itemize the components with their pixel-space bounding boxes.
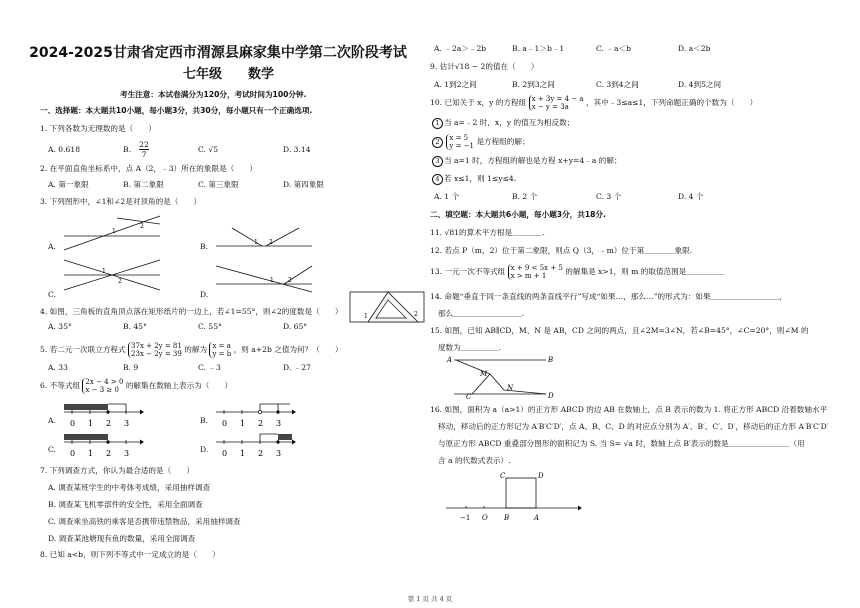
- tick-label-0: 0: [222, 449, 228, 458]
- angle-2-label: 2: [414, 311, 418, 318]
- q7-option-b: B. 调查某飞机零部件的安全性，采用全面调查: [48, 500, 203, 509]
- q10-eq1: x + 3y = 4 − a: [531, 95, 584, 103]
- q5-stem-post: ，则 a+2b 之值为何？（ ）: [233, 345, 343, 354]
- q4-option-d: D. 65°: [283, 322, 308, 331]
- label-C: C: [466, 393, 472, 400]
- q14-line2: 那么＿＿＿＿＿＿＿＿＿.: [438, 309, 524, 318]
- q8-option-d: D. a＜2b: [678, 44, 711, 53]
- q10-option-b: B. 2 个: [512, 192, 538, 201]
- q5-eq1: 37x + 2y = 81: [131, 342, 182, 350]
- tick-label-2: 2: [106, 419, 112, 428]
- q7-stem: 7. 下列调查方式，你认为最合适的是（ ）: [40, 466, 194, 475]
- tick-label-0: 0: [70, 419, 76, 428]
- label-C: C: [500, 472, 506, 480]
- tick-label-1: 1: [240, 449, 246, 458]
- q4-option-b: B. 45°: [123, 322, 147, 331]
- angle-2-label: 2: [118, 278, 122, 285]
- q5-stem-pre: 5. 若二元一次联立方程式: [40, 345, 126, 354]
- q13-system: [508, 264, 563, 280]
- tick-label-2: 2: [258, 449, 264, 458]
- q1-option-b: B.: [123, 145, 131, 154]
- angle-1-label: 1: [364, 313, 368, 320]
- q10-option-d: D. 4 个: [678, 192, 704, 201]
- q5-sol1: x = a: [212, 342, 231, 350]
- q10-eq2: x − y = 3a: [531, 103, 569, 111]
- q3-option-b: B.: [200, 242, 208, 251]
- tick-label-1: 1: [88, 419, 94, 428]
- q13-text: [430, 264, 724, 280]
- q2-option-b: B. 第二象限: [123, 180, 164, 189]
- q10-stem: [430, 95, 757, 111]
- q1-option-a: A. 0.618: [48, 145, 81, 154]
- q5-option-a: A. 33: [48, 363, 68, 372]
- q10-s4-text: 若 x≤1，则 1≤y≤4.: [444, 174, 517, 183]
- q1-fraction: [139, 140, 149, 159]
- q8-option-b: B. a﹣1＞b﹣1: [512, 44, 565, 53]
- q5-eq2: 23x − 2y = 39: [131, 350, 182, 358]
- tick-label-1: 1: [88, 449, 94, 458]
- q10-s2-solution: [446, 134, 474, 150]
- q2-stem: 2. 在平面直角坐标系中，点 A（2，﹣3）所在的象限是（ ）: [40, 164, 258, 173]
- q6-numberline-d: [214, 430, 296, 462]
- exam-title: 2024-2025甘肃省定西市渭源县麻家集中学第二次阶段考试: [29, 45, 407, 61]
- grade-label: 七年级: [183, 67, 223, 82]
- tick-label-1: 1: [240, 419, 246, 428]
- q6-option-a: A.: [48, 416, 56, 425]
- label-A: A: [534, 514, 540, 522]
- label-O: O: [482, 514, 488, 522]
- label-B: B: [548, 356, 554, 364]
- q1-option-d: D. 3.14: [283, 145, 311, 154]
- tick-label-2: 2: [258, 419, 264, 428]
- q10-statement-1: [432, 118, 574, 129]
- q13-stem-post: 的解集是 x>1，则 m 的取值范围是＿＿＿＿＿: [565, 267, 725, 276]
- q10-s1-text: 当 a=﹣2 时，x，y 的值互为相反数；: [444, 118, 575, 127]
- q3-figure-d: [214, 262, 314, 296]
- q6-eq1: 2x − 4 > 0: [85, 378, 124, 386]
- q8-stem: 8. 已知 a<b，则下列不等式中一定成立的是（ ）: [40, 550, 220, 559]
- angle-1-label: 1: [102, 268, 106, 275]
- q3-figure-b: [214, 224, 314, 256]
- q5-option-c: C. ﹣3: [198, 363, 221, 372]
- q9-option-b: B. 2到3之间: [512, 80, 555, 89]
- q4-figure: [348, 286, 428, 330]
- q5-stem-mid: 的解为: [184, 345, 208, 354]
- q10-s3-text: 当 a=1 时，方程组的解也是方程 x+y=4﹣a 的解；: [444, 156, 622, 165]
- q10-s2-text: 是方程组的解；: [476, 137, 530, 146]
- q10-stem-post: ，其中﹣3≤a≤1，下列命题正确的个数为（ ）: [586, 98, 758, 107]
- q13-eq2: x > m + 1: [510, 272, 547, 280]
- q1-option-c: C. √5: [198, 145, 219, 154]
- label-N: N: [507, 384, 514, 392]
- q5-system: [128, 342, 182, 358]
- q6-option-b: B.: [200, 416, 208, 425]
- q9-option-c: C. 3到4之间: [596, 80, 639, 89]
- q10-system: [529, 95, 584, 111]
- section2-heading: 二、填空题：本大题共6小题，每小题3分，共18分.: [430, 210, 606, 219]
- tick-label-3: 3: [124, 449, 130, 458]
- q16-line4: 含 a 的代数式表示）.: [438, 456, 511, 465]
- circle-number-2: 2: [432, 137, 443, 148]
- q6-eq2: x − 3 ≥ 0: [85, 386, 119, 394]
- q7-option-a: A. 调查某班学生的中考体考成绩，采用抽样调查: [48, 483, 211, 492]
- fraction-denominator: 7: [141, 150, 147, 159]
- q4-stem: 4. 如图，三角板的直角顶点落在矩形纸片的一边上，若∠1=55°，则∠2的度数是（ ）: [40, 307, 343, 316]
- tick-label-3: 3: [276, 419, 282, 428]
- q6-stem: [40, 378, 232, 394]
- q2-option-d: D. 第四象限: [283, 180, 325, 189]
- angle-2-label: 2: [288, 277, 292, 284]
- q16-line2: 移动，移动后的正方形记为 A′B′C′D′，点 A、B、C、D 的对应点分别为 A′、B′、C′、D′，移动后的正方形 A′B′C′D′: [438, 422, 829, 431]
- q12-text: 12. 若点 P（m，2）位于第二象限，则点 Q（3，﹣m）位于第＿＿＿＿象限.: [430, 246, 693, 255]
- q6-numberline-c: [62, 430, 144, 462]
- q3-figure-a: [62, 212, 162, 252]
- q16-line3: 与原正方形 ABCD 重叠部分图形的面积记为 S. 当 S= √a 时，数轴上点 B′表示的数是＿＿＿＿＿＿＿＿（用: [438, 439, 805, 448]
- q3-option-a: A.: [48, 242, 56, 251]
- label-B: B: [504, 514, 510, 522]
- q15-line2: 度数为＿＿＿＿＿.: [438, 343, 502, 352]
- q13-eq1: x + 9 < 5x + 5: [510, 264, 563, 272]
- q4-option-c: C. 55°: [198, 322, 222, 331]
- angle-1-label: 1: [112, 228, 116, 235]
- q4-option-a: A. 35°: [48, 322, 72, 331]
- label-D: D: [548, 392, 554, 400]
- tick-label-3: 3: [124, 419, 130, 428]
- q7-option-c: C. 调查乘坐高铁的乘客是否携带违禁物品，采用抽样调查: [48, 517, 241, 526]
- label-D: D: [538, 472, 544, 480]
- q7-option-d: D. 调查某池塘现有鱼的数量，采用全面调查: [48, 534, 196, 543]
- angle-1-label: 1: [254, 239, 258, 246]
- q10-statement-2: [432, 134, 530, 150]
- subject-label: 数学: [248, 67, 275, 82]
- circle-number-4: 4: [432, 174, 443, 185]
- tick-label-2: 2: [106, 449, 112, 458]
- q13-stem-pre: 13. 一元一次不等式组: [430, 267, 506, 276]
- q5-stem: [40, 342, 343, 358]
- q3-option-d: D.: [200, 290, 209, 299]
- tick-label-0: 0: [222, 419, 228, 428]
- q9-stem: 9. 估计√18 − 2的值在（ ）: [430, 62, 539, 71]
- q10-stem-pre: 10. 已知关于 x，y 的方程组: [430, 98, 527, 107]
- q10-s2-sol1: x = 5: [449, 134, 469, 142]
- q9-option-d: D. 4到5之间: [678, 80, 722, 89]
- label-neg1: −1: [460, 514, 471, 522]
- exam-notice: 考生注意：本试卷满分为120分，考试时间为100分钟.: [120, 90, 307, 99]
- q5-sol2: y = b: [212, 350, 232, 358]
- angle-1-label: 1: [270, 277, 274, 284]
- q6-numberline-a: [62, 400, 144, 432]
- q10-option-c: C. 3 个: [596, 192, 622, 201]
- q14-line1: 14. 命题“垂直于同一条直线的两条直线平行”写成“如果…，那么…”的形式为：如果＿＿＿＿＿＿＿＿＿，: [430, 292, 787, 301]
- q2-option-c: C. 第三象限: [198, 180, 239, 189]
- q2-option-a: A. 第一象限: [48, 180, 89, 189]
- q10-s2-sol2: y = −1: [449, 142, 475, 150]
- circle-number-3: 3: [432, 156, 443, 167]
- angle-2-label: 2: [269, 239, 273, 246]
- q6-option-d: D.: [200, 445, 209, 454]
- q6-system: [82, 378, 123, 394]
- q6-numberline-b: [214, 400, 296, 432]
- q16-figure: [444, 470, 584, 526]
- q8-option-a: A. ﹣2a＞﹣2b: [434, 44, 487, 53]
- q10-statement-4: [432, 174, 516, 185]
- q9-option-a: A. 1到2之间: [434, 80, 477, 89]
- q3-figure-c: [62, 256, 162, 294]
- label-A: A: [447, 356, 453, 364]
- q8-option-c: C. ﹣a＜b: [596, 44, 631, 53]
- q3-stem: 3. 下列图形中，∠1和∠2是对顶角的是（ ）: [40, 197, 202, 206]
- q10-statement-3: [432, 156, 622, 167]
- label-M: M: [480, 370, 488, 378]
- circle-number-1: 1: [432, 118, 443, 129]
- q16-line1: 16. 如图，面积为 a（a>1）的正方形 ABCD 的边 AB 在数轴上，点 B 表示的数为 1. 将正方形 ABCD 沿着数轴水平: [430, 405, 828, 414]
- q1-stem: 1. 下列各数为无理数的是（ ）: [40, 124, 156, 133]
- q3-option-c: C.: [48, 290, 56, 299]
- section1-heading: 一、选择题：本大题共10小题，每小题3分，共30分，每小题只有一个正确选项.: [40, 106, 313, 115]
- fraction-numerator: 22: [139, 140, 149, 149]
- q10-option-a: A. 1 个: [434, 192, 460, 201]
- angle-2-label: 2: [140, 223, 144, 230]
- tick-label-0: 0: [70, 449, 76, 458]
- q6-stem-pre: 6. 不等式组: [40, 381, 81, 390]
- page-footer: 第 1 页 共 4 页: [407, 595, 453, 603]
- q5-solution: [209, 342, 231, 358]
- tick-label-3: 3: [276, 449, 282, 458]
- q5-option-b: B. 9: [123, 363, 139, 372]
- q5-option-d: D. ﹣27: [283, 363, 311, 372]
- q15-line1: 15. 如图，已知 AB∥CD，M、N 是 AB，CD 之间的两点，且∠2M=3∠N，若∠B=45°，∠C=20°，则∠M 的: [430, 326, 809, 335]
- q11-text: 11. √81的算术平方根是＿＿＿＿.: [430, 228, 545, 237]
- q15-figure: [446, 352, 556, 400]
- q6-stem-post: 的解集在数轴上表示为（ ）: [125, 381, 233, 390]
- q6-option-c: C.: [48, 445, 56, 454]
